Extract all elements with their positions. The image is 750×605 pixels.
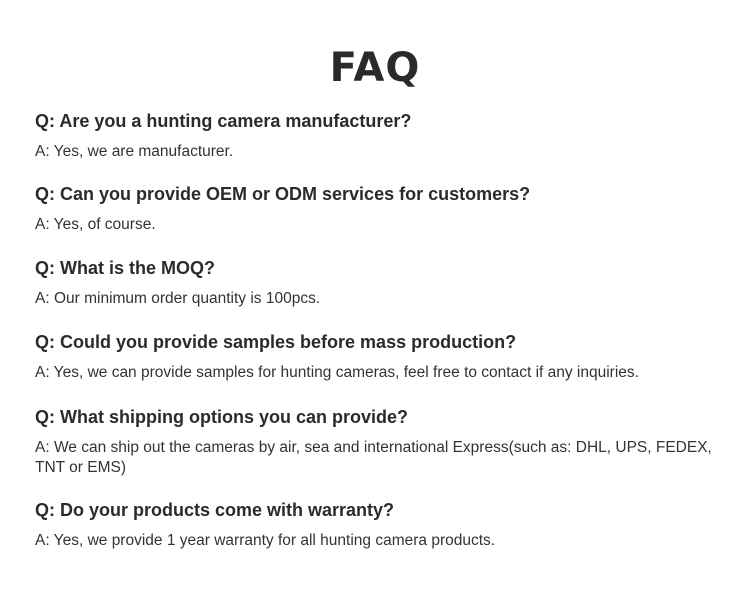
faq-question: Q: What is the MOQ? (35, 258, 215, 278)
faq-item (35, 183, 725, 235)
page-title: FAQ (329, 45, 421, 91)
faq-item (35, 331, 725, 383)
faq-answer: A: Yes, of course. (35, 216, 156, 233)
faq-answer: A: Yes, we are manufacturer. (35, 143, 234, 160)
faq-answer: A: Yes, we can provide samples for hunting cameras, feel free to contact if any inquiries. (35, 364, 639, 381)
faq-question: Q: Do your products come with warranty? (35, 500, 395, 520)
faq-answer: A: Yes, we provide 1 year warranty for all hunting camera products. (35, 532, 496, 549)
faq-answer: A: Our minimum order quantity is 100pcs. (35, 290, 321, 307)
faq-item (35, 406, 725, 478)
faq-question: Q: Could you provide samples before mass production? (35, 332, 517, 352)
faq-question: Q: Are you a hunting camera manufacturer? (35, 111, 412, 131)
faq-item (35, 499, 725, 551)
faq-question: Q: Can you provide OEM or ODM services for customers? (35, 184, 531, 204)
faq-question: Q: What shipping options you can provide? (35, 407, 408, 427)
faq-answer: A: We can ship out the cameras by air, sea and international Express(such as: DHL, UPS, FEDEX, TNT or EMS) (35, 439, 712, 476)
faq-item (35, 110, 725, 162)
faq-item (35, 257, 725, 309)
